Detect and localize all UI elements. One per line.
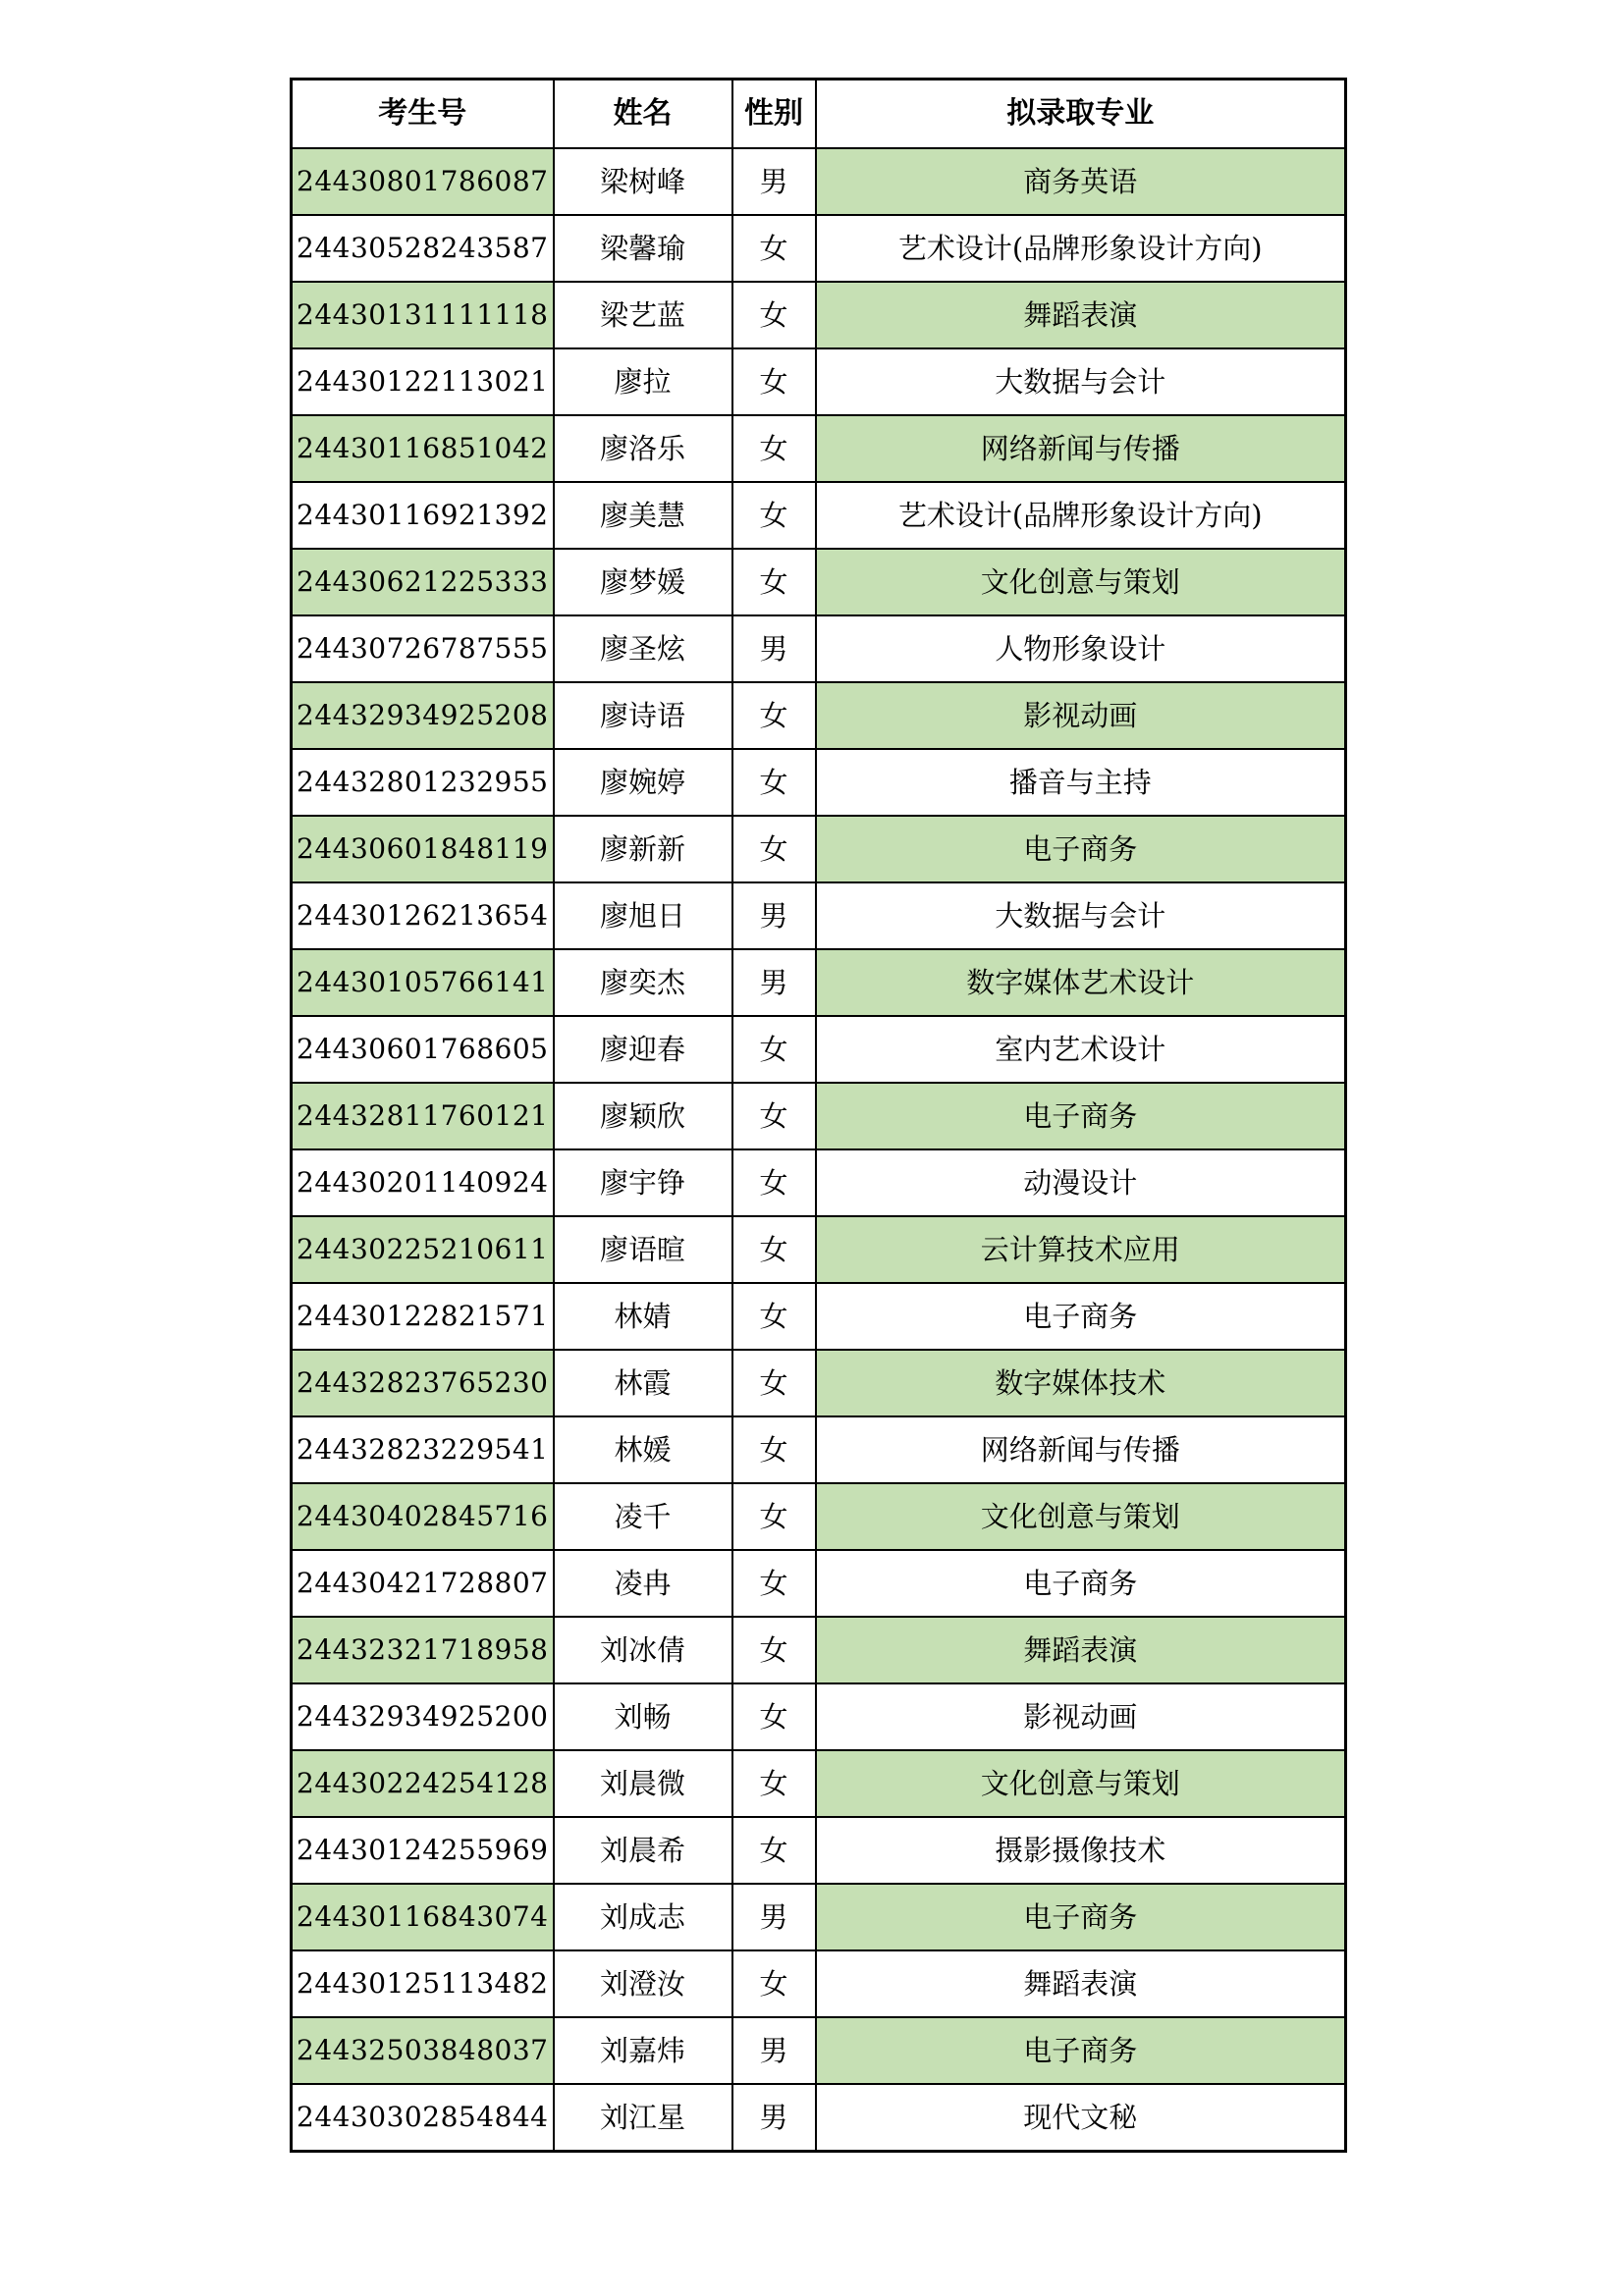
exam-number-cell: 24430122821571 bbox=[292, 1283, 554, 1350]
exam-number-cell: 24432321718958 bbox=[292, 1617, 554, 1683]
major-cell: 电子商务 bbox=[816, 816, 1346, 882]
major-cell: 舞蹈表演 bbox=[816, 1617, 1346, 1683]
major-cell: 艺术设计(品牌形象设计方向) bbox=[816, 215, 1346, 282]
exam-number-cell: 24432823229541 bbox=[292, 1416, 554, 1483]
major-cell: 文化创意与策划 bbox=[816, 1750, 1346, 1817]
name-cell: 廖新新 bbox=[554, 816, 732, 882]
major-cell: 摄影摄像技术 bbox=[816, 1817, 1346, 1884]
exam-number-cell: 24430201140924 bbox=[292, 1149, 554, 1216]
major-cell: 室内艺术设计 bbox=[816, 1016, 1346, 1083]
major-cell: 舞蹈表演 bbox=[816, 1950, 1346, 2017]
gender-cell: 男 bbox=[732, 1884, 816, 1950]
header-name: 姓名 bbox=[554, 80, 732, 149]
exam-number-cell: 24432801232955 bbox=[292, 749, 554, 816]
table-row bbox=[292, 949, 1346, 1016]
major-cell: 数字媒体技术 bbox=[816, 1350, 1346, 1416]
gender-cell: 女 bbox=[732, 749, 816, 816]
exam-number-cell: 24430601848119 bbox=[292, 816, 554, 882]
major-cell: 文化创意与策划 bbox=[816, 1483, 1346, 1550]
table-row bbox=[292, 415, 1346, 482]
gender-cell: 女 bbox=[732, 682, 816, 749]
gender-cell: 女 bbox=[732, 1149, 816, 1216]
exam-number-cell: 24430621225333 bbox=[292, 549, 554, 615]
header-row bbox=[292, 80, 1346, 149]
table-row bbox=[292, 882, 1346, 949]
table-row bbox=[292, 816, 1346, 882]
gender-cell: 女 bbox=[732, 1483, 816, 1550]
table-row bbox=[292, 1950, 1346, 2017]
gender-cell: 女 bbox=[732, 1950, 816, 2017]
exam-number-cell: 24430528243587 bbox=[292, 215, 554, 282]
gender-cell: 男 bbox=[732, 2084, 816, 2152]
gender-cell: 女 bbox=[732, 549, 816, 615]
name-cell: 廖圣炫 bbox=[554, 615, 732, 682]
exam-number-cell: 24432811760121 bbox=[292, 1083, 554, 1149]
name-cell: 廖迎春 bbox=[554, 1016, 732, 1083]
header-gender: 性别 bbox=[732, 80, 816, 149]
exam-number-cell: 24430126213654 bbox=[292, 882, 554, 949]
table-row bbox=[292, 549, 1346, 615]
exam-number-cell: 24432934925208 bbox=[292, 682, 554, 749]
name-cell: 刘江星 bbox=[554, 2084, 732, 2152]
name-cell: 凌千 bbox=[554, 1483, 732, 1550]
name-cell: 廖宇铮 bbox=[554, 1149, 732, 1216]
table-row bbox=[292, 682, 1346, 749]
name-cell: 廖奕杰 bbox=[554, 949, 732, 1016]
major-cell: 影视动画 bbox=[816, 682, 1346, 749]
name-cell: 廖旭日 bbox=[554, 882, 732, 949]
major-cell: 播音与主持 bbox=[816, 749, 1346, 816]
gender-cell: 女 bbox=[732, 348, 816, 415]
table-body bbox=[292, 148, 1346, 2152]
gender-cell: 女 bbox=[732, 816, 816, 882]
table-row bbox=[292, 749, 1346, 816]
gender-cell: 女 bbox=[732, 1083, 816, 1149]
exam-number-cell: 24430224254128 bbox=[292, 1750, 554, 1817]
table-row bbox=[292, 1350, 1346, 1416]
exam-number-cell: 24432934925200 bbox=[292, 1683, 554, 1750]
major-cell: 动漫设计 bbox=[816, 1149, 1346, 1216]
gender-cell: 女 bbox=[732, 1683, 816, 1750]
gender-cell: 男 bbox=[732, 2017, 816, 2084]
major-cell: 电子商务 bbox=[816, 1884, 1346, 1950]
exam-number-cell: 24432823765230 bbox=[292, 1350, 554, 1416]
gender-cell: 女 bbox=[732, 1016, 816, 1083]
exam-number-cell: 24430116843074 bbox=[292, 1884, 554, 1950]
name-cell: 廖拉 bbox=[554, 348, 732, 415]
gender-cell: 女 bbox=[732, 1817, 816, 1884]
name-cell: 梁树峰 bbox=[554, 148, 732, 215]
exam-number-cell: 24430302854844 bbox=[292, 2084, 554, 2152]
major-cell: 电子商务 bbox=[816, 1550, 1346, 1617]
gender-cell: 女 bbox=[732, 1283, 816, 1350]
major-cell: 文化创意与策划 bbox=[816, 549, 1346, 615]
major-cell: 数字媒体艺术设计 bbox=[816, 949, 1346, 1016]
major-cell: 大数据与会计 bbox=[816, 882, 1346, 949]
table-row bbox=[292, 215, 1346, 282]
exam-number-cell: 24430116921392 bbox=[292, 482, 554, 549]
name-cell: 廖婉婷 bbox=[554, 749, 732, 816]
exam-number-cell: 24430125113482 bbox=[292, 1950, 554, 2017]
name-cell: 林霞 bbox=[554, 1350, 732, 1416]
table-row bbox=[292, 1550, 1346, 1617]
table-row bbox=[292, 2017, 1346, 2084]
gender-cell: 男 bbox=[732, 615, 816, 682]
gender-cell: 女 bbox=[732, 1416, 816, 1483]
name-cell: 廖洛乐 bbox=[554, 415, 732, 482]
major-cell: 艺术设计(品牌形象设计方向) bbox=[816, 482, 1346, 549]
major-cell: 网络新闻与传播 bbox=[816, 415, 1346, 482]
major-cell: 舞蹈表演 bbox=[816, 282, 1346, 348]
major-cell: 影视动画 bbox=[816, 1683, 1346, 1750]
table-row bbox=[292, 1283, 1346, 1350]
table-row bbox=[292, 348, 1346, 415]
table-row bbox=[292, 1483, 1346, 1550]
major-cell: 网络新闻与传播 bbox=[816, 1416, 1346, 1483]
name-cell: 林媛 bbox=[554, 1416, 732, 1483]
name-cell: 廖语暄 bbox=[554, 1216, 732, 1283]
gender-cell: 男 bbox=[732, 148, 816, 215]
major-cell: 电子商务 bbox=[816, 1083, 1346, 1149]
name-cell: 梁艺蓝 bbox=[554, 282, 732, 348]
name-cell: 廖梦媛 bbox=[554, 549, 732, 615]
gender-cell: 男 bbox=[732, 882, 816, 949]
name-cell: 梁馨瑜 bbox=[554, 215, 732, 282]
exam-number-cell: 24430601768605 bbox=[292, 1016, 554, 1083]
header-exam-number: 考生号 bbox=[292, 80, 554, 149]
name-cell: 刘成志 bbox=[554, 1884, 732, 1950]
major-cell: 大数据与会计 bbox=[816, 348, 1346, 415]
name-cell: 林婧 bbox=[554, 1283, 732, 1350]
table-row bbox=[292, 482, 1346, 549]
gender-cell: 女 bbox=[732, 1617, 816, 1683]
exam-number-cell: 24430105766141 bbox=[292, 949, 554, 1016]
major-cell: 现代文秘 bbox=[816, 2084, 1346, 2152]
gender-cell: 女 bbox=[732, 482, 816, 549]
name-cell: 廖诗语 bbox=[554, 682, 732, 749]
table-row bbox=[292, 1617, 1346, 1683]
exam-number-cell: 24430421728807 bbox=[292, 1550, 554, 1617]
exam-number-cell: 24432503848037 bbox=[292, 2017, 554, 2084]
exam-number-cell: 24430402845716 bbox=[292, 1483, 554, 1550]
gender-cell: 女 bbox=[732, 282, 816, 348]
exam-number-cell: 24430122113021 bbox=[292, 348, 554, 415]
major-cell: 人物形象设计 bbox=[816, 615, 1346, 682]
name-cell: 刘冰倩 bbox=[554, 1617, 732, 1683]
major-cell: 电子商务 bbox=[816, 1283, 1346, 1350]
major-cell: 商务英语 bbox=[816, 148, 1346, 215]
table-row bbox=[292, 1750, 1346, 1817]
gender-cell: 女 bbox=[732, 1350, 816, 1416]
exam-number-cell: 24430116851042 bbox=[292, 415, 554, 482]
table-row bbox=[292, 1884, 1346, 1950]
header-major: 拟录取专业 bbox=[816, 80, 1346, 149]
table-row bbox=[292, 615, 1346, 682]
exam-number-cell: 24430801786087 bbox=[292, 148, 554, 215]
table-row bbox=[292, 1016, 1346, 1083]
table-row bbox=[292, 1149, 1346, 1216]
table-row bbox=[292, 1817, 1346, 1884]
table-row bbox=[292, 148, 1346, 215]
exam-number-cell: 24430225210611 bbox=[292, 1216, 554, 1283]
gender-cell: 男 bbox=[732, 949, 816, 1016]
table-row bbox=[292, 1083, 1346, 1149]
gender-cell: 女 bbox=[732, 1216, 816, 1283]
name-cell: 刘嘉炜 bbox=[554, 2017, 732, 2084]
table-row bbox=[292, 1416, 1346, 1483]
name-cell: 廖颖欣 bbox=[554, 1083, 732, 1149]
name-cell: 廖美慧 bbox=[554, 482, 732, 549]
name-cell: 刘澄汝 bbox=[554, 1950, 732, 2017]
table-header bbox=[292, 80, 1346, 149]
table-row bbox=[292, 1683, 1346, 1750]
gender-cell: 女 bbox=[732, 1750, 816, 1817]
name-cell: 刘晨希 bbox=[554, 1817, 732, 1884]
admission-table bbox=[290, 78, 1347, 2153]
name-cell: 刘畅 bbox=[554, 1683, 732, 1750]
exam-number-cell: 24430131111118 bbox=[292, 282, 554, 348]
table-row bbox=[292, 2084, 1346, 2152]
exam-number-cell: 24430726787555 bbox=[292, 615, 554, 682]
gender-cell: 女 bbox=[732, 1550, 816, 1617]
major-cell: 电子商务 bbox=[816, 2017, 1346, 2084]
gender-cell: 女 bbox=[732, 215, 816, 282]
name-cell: 刘晨微 bbox=[554, 1750, 732, 1817]
gender-cell: 女 bbox=[732, 415, 816, 482]
table-row bbox=[292, 282, 1346, 348]
major-cell: 云计算技术应用 bbox=[816, 1216, 1346, 1283]
name-cell: 凌冉 bbox=[554, 1550, 732, 1617]
exam-number-cell: 24430124255969 bbox=[292, 1817, 554, 1884]
table-row bbox=[292, 1216, 1346, 1283]
